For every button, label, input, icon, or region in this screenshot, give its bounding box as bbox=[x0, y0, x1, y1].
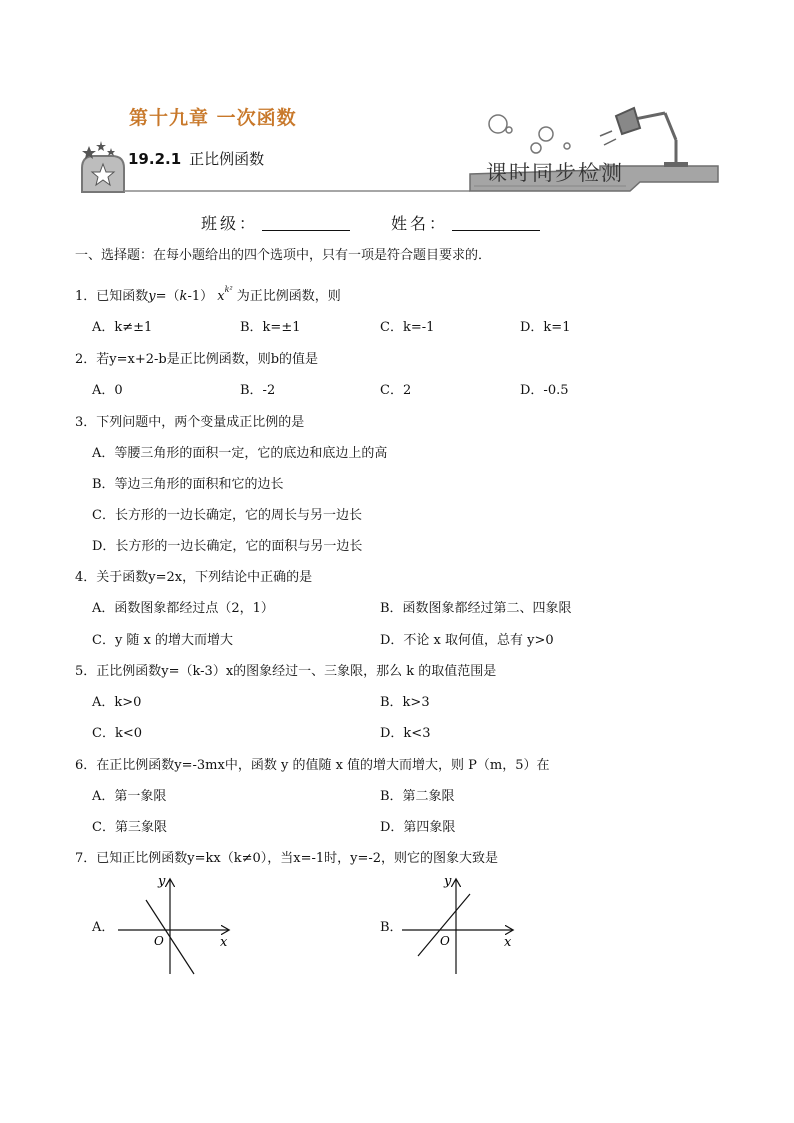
q5-option-c[interactable]: C．k<0 bbox=[92, 726, 142, 741]
section-title bbox=[128, 148, 264, 169]
header-banner bbox=[0, 0, 794, 200]
class-blank[interactable] bbox=[262, 214, 350, 231]
q6-option-d[interactable]: D．第四象限 bbox=[380, 820, 456, 835]
q7-option-a[interactable]: A． bbox=[92, 920, 115, 935]
y-axis-label: y bbox=[158, 874, 166, 889]
question-3-stem: 3．下列问题中，两个变量成正比例的是 bbox=[75, 415, 305, 430]
class-field bbox=[201, 211, 350, 234]
x-axis-label: x bbox=[504, 935, 512, 950]
q4-option-c[interactable]: C．y 随 x 的增大而增大 bbox=[92, 633, 234, 648]
q3-option-b[interactable]: B．等边三角形的面积和它的边长 bbox=[92, 477, 284, 492]
question-5-stem: 5．正比例函数y=（k-3）x的图象经过一、三象限，那么 k 的取值范围是 bbox=[75, 664, 497, 679]
q6-option-b[interactable]: B．第二象限 bbox=[380, 789, 455, 804]
class-label: 班级： bbox=[201, 214, 259, 233]
q3-option-c[interactable]: C．长方形的一边长确定，它的周长与另一边长 bbox=[92, 508, 362, 523]
origin-label: O bbox=[154, 934, 164, 948]
q4-option-a[interactable]: A．函数图象都经过点（2，1） bbox=[92, 601, 274, 616]
question-7-stem: 7．已知正比例函数y=kx（k≠0），当x=-1时，y=-2，则它的图象大致是 bbox=[75, 851, 499, 866]
q7-graph-a bbox=[110, 870, 240, 980]
name-blank[interactable] bbox=[452, 214, 540, 231]
question-6-stem: 6．在正比例函数y=-3mx中，函数 y 的值随 x 值的增大而增大，则 P（m，5）在 bbox=[75, 758, 550, 773]
q5-option-d[interactable]: D．k<3 bbox=[380, 726, 431, 741]
x-axis-label: x bbox=[220, 935, 228, 950]
q1-option-c[interactable]: C．k=-1 bbox=[380, 320, 435, 335]
question-2-stem: 2．若y=x+2-b是正比例函数，则b的值是 bbox=[75, 352, 319, 367]
star-badge-icon bbox=[82, 141, 124, 192]
q7-graph-b bbox=[396, 870, 526, 980]
q4-option-d[interactable]: D．不论 x 取何值，总有 y>0 bbox=[380, 633, 554, 648]
q1-option-d[interactable]: D．k=1 bbox=[520, 320, 571, 335]
bubbles-icon bbox=[489, 115, 570, 153]
name-field bbox=[391, 211, 540, 234]
q4-option-b[interactable]: B．函数图象都经过第二、四象限 bbox=[380, 601, 572, 616]
q2-option-a[interactable]: A．0 bbox=[92, 383, 123, 398]
q5-option-a[interactable]: A．k>0 bbox=[92, 695, 142, 710]
brand-text: 课时同步检测 bbox=[486, 161, 624, 185]
q7-option-b[interactable]: B． bbox=[380, 920, 403, 935]
q1-option-b[interactable]: B．k=±1 bbox=[240, 320, 301, 335]
q2-option-c[interactable]: C．2 bbox=[380, 383, 412, 398]
question-4-stem: 4．关于函数y=2x，下列结论中正确的是 bbox=[75, 570, 313, 585]
instructions: 一、选择题：在每小题给出的四个选项中，只有一项是符合题目要求的． bbox=[75, 248, 492, 263]
q6-option-c[interactable]: C．第三象限 bbox=[92, 820, 167, 835]
origin-label: O bbox=[440, 934, 450, 948]
q3-option-a[interactable]: A．等腰三角形的面积一定，它的底边和底边上的高 bbox=[92, 446, 388, 461]
q1-option-a[interactable]: A．k≠±1 bbox=[92, 320, 153, 335]
section-number: 19.2.1 bbox=[128, 150, 182, 168]
q6-option-a[interactable]: A．第一象限 bbox=[92, 789, 167, 804]
q2-option-d[interactable]: D．-0.5 bbox=[520, 383, 569, 398]
question-1-stem: 1．已知函数y=（k-1） $x^{k^2}$ 为正比例函数，则 bbox=[75, 285, 341, 304]
name-label: 姓名： bbox=[391, 214, 449, 233]
q5-option-b[interactable]: B．k>3 bbox=[380, 695, 430, 710]
chapter-title: 第十九章 一次函数 bbox=[129, 107, 297, 129]
section-name: 正比例函数 bbox=[189, 150, 265, 168]
y-axis-label: y bbox=[444, 874, 452, 889]
q2-option-b[interactable]: B．-2 bbox=[240, 383, 276, 398]
q3-option-d[interactable]: D．长方形的一边长确定，它的面积与另一边长 bbox=[92, 539, 363, 554]
